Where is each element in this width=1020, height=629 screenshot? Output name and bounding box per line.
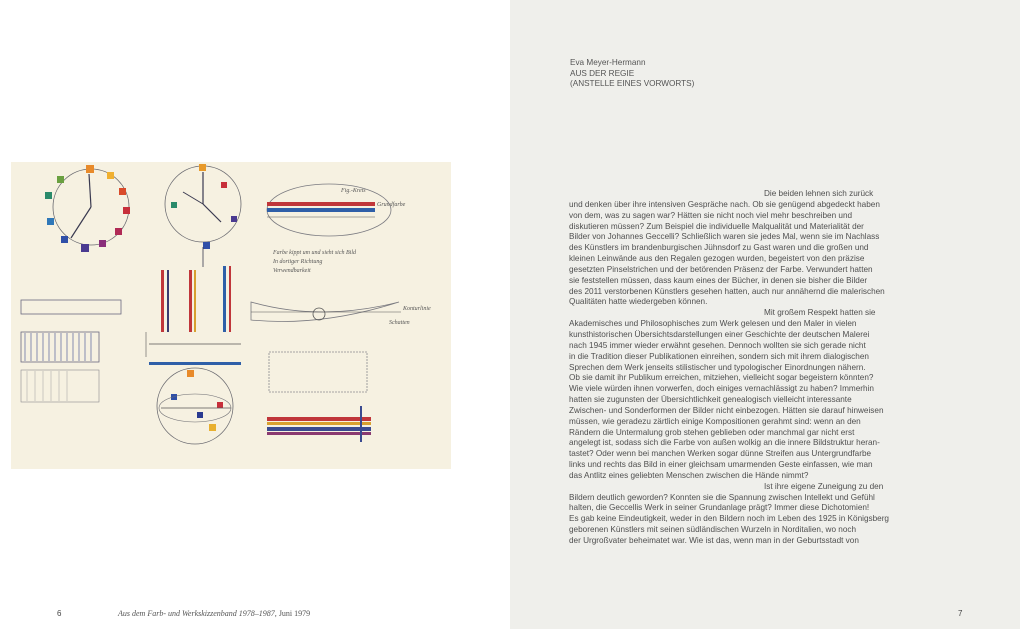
- svg-text:Verwendbarkeit: Verwendbarkeit: [273, 268, 311, 274]
- article-header: [570, 58, 694, 90]
- body-line: Die beiden lehnen sich zurück: [764, 189, 874, 198]
- image-caption: [118, 609, 310, 618]
- sketch-image: [11, 162, 451, 469]
- body-line: des Künstlers im brandenburgischen Jühnsdorf zu Gast waren und die großen und: [569, 243, 869, 253]
- body-line: diskutieren müssen? Zum Beispiel die individuelle Malqualität und Materialität der: [569, 221, 864, 231]
- body-line: Qualitäten hatte wiedergeben können.: [569, 297, 708, 307]
- body-line: Zwischen- und Sonderformen der Bilder nicht einbezogen. Hätten sie darauf hinweisen: [569, 405, 884, 415]
- article-title: AUS DER REGIE: [570, 68, 635, 78]
- body-line: Sprechen dem Werk jenseits stilistischer und typologischer Einordnungen nähern.: [569, 362, 866, 372]
- body-line: sie feststellen müssen, dass kaum eines der Bücher, in denen sie bisher die Bilder: [569, 275, 868, 285]
- body-line: Ist ihre eigene Zuneigung zu den: [764, 481, 884, 491]
- body-line: Ob sie damit ihr Publikum erreichen, mitziehen, vielleicht sogar begeistern könnten?: [569, 373, 874, 383]
- article-body: [569, 189, 899, 547]
- body-line: Rändern die Untermalung grob stehen geblieben oder manchmal gar nicht erst: [569, 427, 855, 437]
- svg-text:Schatten: Schatten: [389, 320, 410, 326]
- body-line: von dem, was zu sagen war? Hätten sie nicht noch viel mehr beschreiben und: [569, 210, 853, 220]
- body-line: in die Tradition dieser Publikationen einreihen, sondern sich mit ihrem dialogischen: [569, 351, 869, 361]
- body-line: müssen, wie geradezu zärtlich einige Kompositionen gerahmt sind: wenn an den: [569, 416, 861, 426]
- svg-text:Fig.-Kreis: Fig.-Kreis: [341, 188, 366, 194]
- body-line: links und rechts das Bild in einer gleichsam umarmenden Geste einfassen, wie man: [569, 460, 873, 470]
- svg-text:Grundfarbe: Grundfarbe: [377, 202, 406, 208]
- body-line: angelegt ist, sodass sich die Farbe von außen wolkig an die innere Bildstruktur heran-: [569, 438, 880, 448]
- body-line: hatten sie zugunsten der Übersichtlichkeit genealogisch vielleicht interessante: [569, 395, 852, 405]
- body-line: das Antlitz eines geliebten Menschen zwischen die Hände nimmt?: [569, 470, 809, 480]
- body-line: Akademisches und Philosophisches zum Werk gelesen und den Maler in vielen: [569, 319, 857, 329]
- body-line: kunsthistorischen Übersichtsdarstellungen einer Geschichte der deutschen Malerei: [569, 329, 870, 339]
- caption-date: Juni 1979: [276, 609, 311, 618]
- body-line: des 2011 verstorbenen Künstlers gesehen hatten, auch nur annähernd die malerischen: [569, 286, 885, 296]
- body-line: der Urgroßvater beheimatet war. Wie ist das, wenn man in der Geburtsstadt von: [569, 536, 859, 545]
- body-line: Mit großem Respekt hatten sie: [764, 308, 876, 318]
- article-subtitle: (ANSTELLE EINES VORWORTS): [570, 79, 695, 89]
- page-number-left: 6: [57, 609, 62, 618]
- author-name: Eva Meyer-Hermann: [570, 58, 646, 67]
- body-line: halten, die Geccellis Werk in seiner Grundanlage prägt? Immer diese Dichotomien!: [569, 503, 870, 513]
- svg-text:Konturlinie: Konturlinie: [403, 306, 431, 312]
- body-line: Bilder von Johannes Geccelli? Schließlich waren sie jedes Mal, wenn sie im Nachlass: [569, 232, 880, 242]
- body-line: geborenen Künstlers mit seinen südländischen Wurzeln in Norditalien, wo noch: [569, 525, 857, 535]
- svg-text:In dortiger Richtung: In dortiger Richtung: [273, 259, 323, 265]
- body-line: und denken über ihre intensiven Gespräche nach. Ob sie genügend abgedeckt haben: [569, 199, 880, 209]
- body-line: tastet? Oder wenn bei manchen Werken sogar dünne Streifen aus Untergrundfarbe: [569, 449, 872, 459]
- svg-text:Farbe kippt um und sieht sich: Farbe kippt um und sieht sich Bild: [273, 250, 356, 256]
- body-line: kleinen Leinwände aus den Regalen gezogen wurden, begeistert von den präzise: [569, 254, 865, 264]
- body-line: nach 1945 immer wieder erwähnt gesehen. Dennoch wollten sie sich gerade nicht: [569, 340, 866, 350]
- body-line: Es gab keine Eindeutigkeit, weder in den Bildern noch im Leben des 1925 in Königsberg: [569, 514, 889, 524]
- page-number-right: 7: [958, 609, 963, 618]
- body-line: gesetzten Pinselstrichen und der betörenden Präsenz der Farbe. Verwundert hatten: [569, 264, 873, 274]
- caption-italic: Aus dem Farb- und Werkskizzenband 1978–1987,: [118, 609, 277, 618]
- body-line: Wie viele würden ihnen vorwerfen, doch einiges vernachlässigt zu haben? Immerhin: [569, 384, 874, 394]
- body-line: Bildern deutlich geworden? Konnten sie die Spannung zwischen Intellekt und Gefühl: [569, 492, 875, 502]
